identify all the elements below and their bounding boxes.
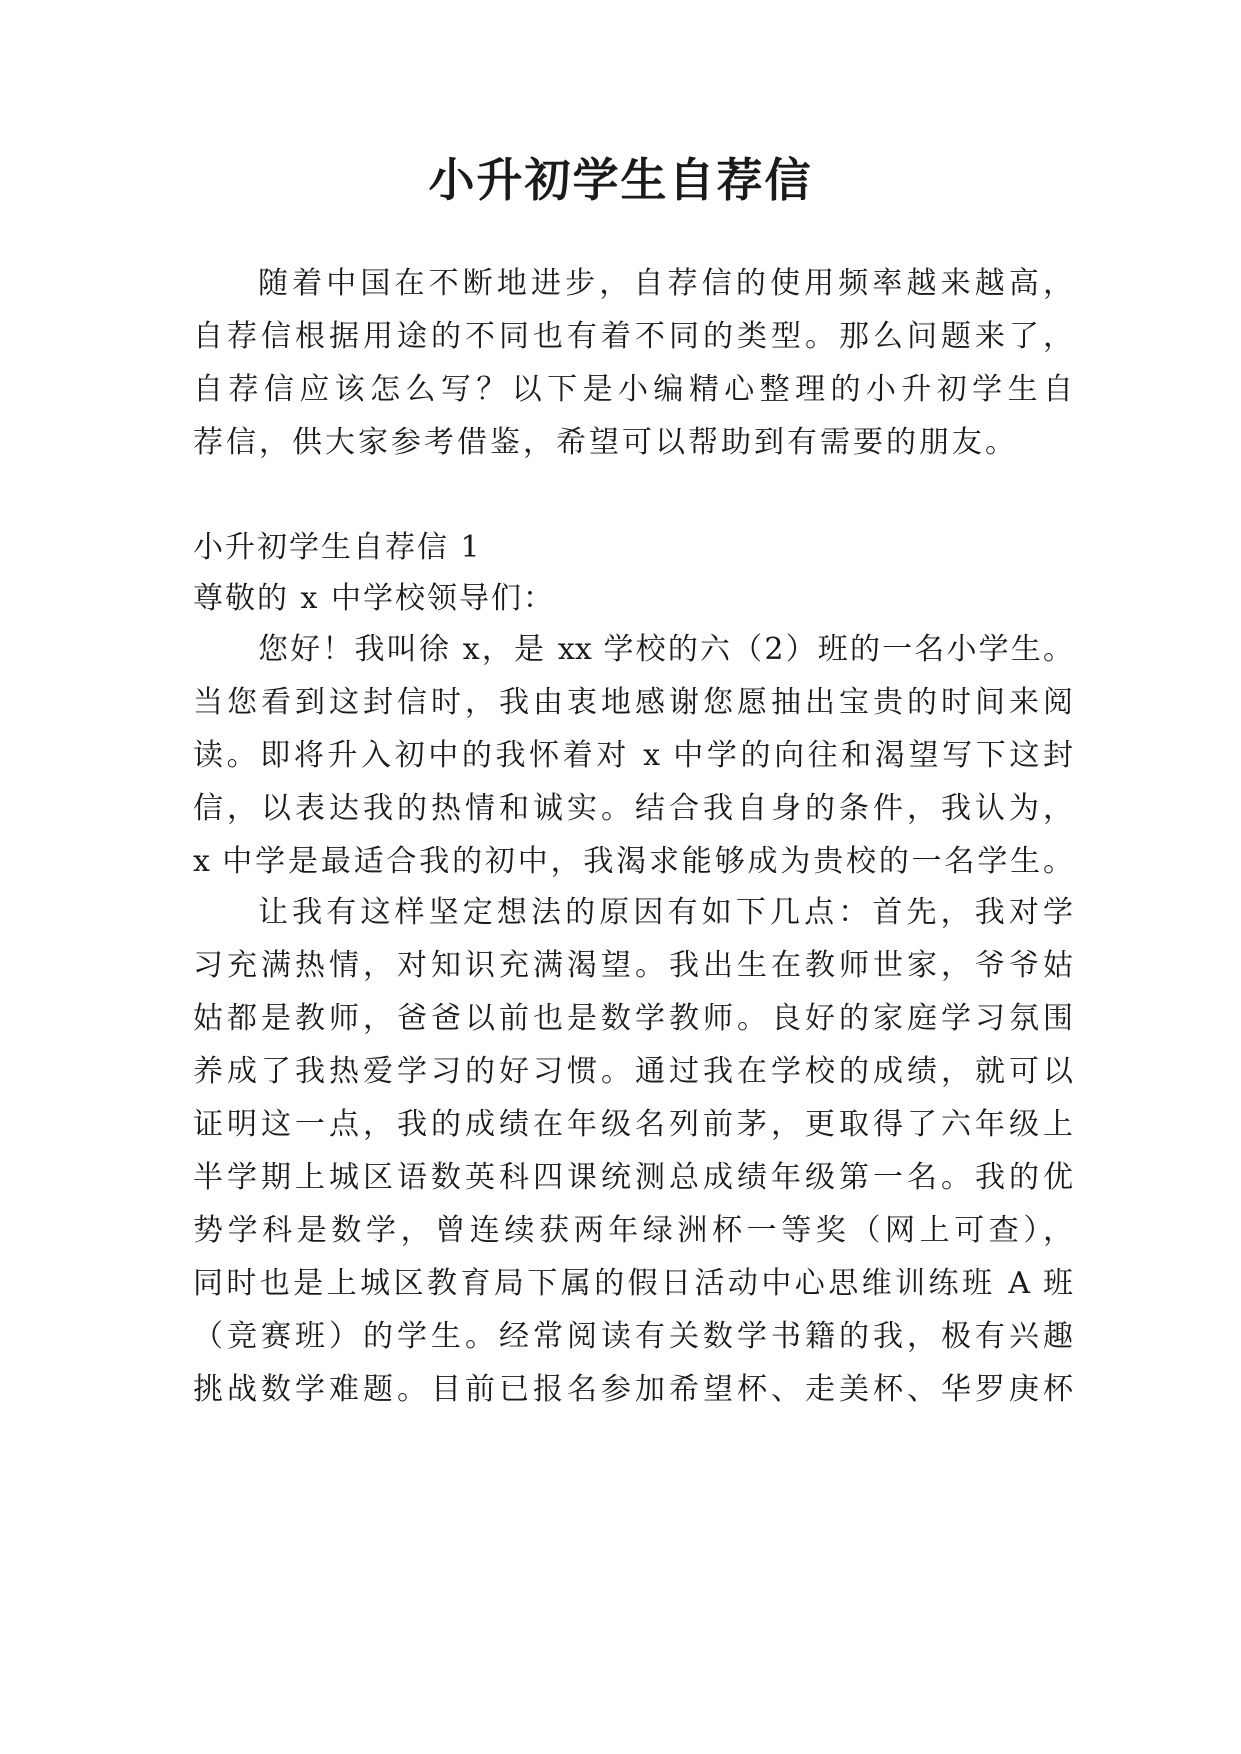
body-line: 信，以表达我的热情和诚实。结合我自身的条件，我认为， [193, 791, 1073, 826]
body-line: 势学科是数学，曾连续获两年绿洲杯一等奖（网上可查）， [193, 1213, 1073, 1248]
section-heading: 小升初学生自荐信 1 [193, 530, 482, 565]
body-line: 同时也是上城区教育局下属的假日活动中心思维训练班 A 班 [193, 1266, 1073, 1301]
body-line: 半学期上城区语数英科四课统测总成绩年级第一名。我的优 [193, 1160, 1073, 1195]
body-line: 姑都是教师，爸爸以前也是数学教师。良好的家庭学习氛围 [193, 1001, 1073, 1036]
salutation: 尊敬的 x 中学校领导们： [193, 581, 555, 616]
body-line: 习充满热情，对知识充满渴望。我出生在教师世家，爷爷姑 [193, 948, 1073, 983]
body-line: x 中学是最适合我的初中，我渴求能够成为贵校的一名学生。 [193, 844, 1073, 879]
body-line: 您好！我叫徐 x，是 xx 学校的六（2）班的一名小学生。 [258, 632, 1073, 667]
body-line: 读。即将升入初中的我怀着对 x 中学的向往和渴望写下这封 [193, 738, 1073, 773]
intro-line: 随着中国在不断地进步，自荐信的使用频率越来越高， [258, 266, 1073, 301]
body-line: 让我有这样坚定想法的原因有如下几点：首先，我对学 [258, 895, 1073, 930]
intro-line: 自荐信根据用途的不同也有着不同的类型。那么问题来了， [193, 319, 1073, 354]
body-line: 养成了我热爱学习的好习惯。通过我在学校的成绩，就可以 [193, 1054, 1073, 1089]
body-line: 当您看到这封信时，我由衷地感谢您愿抽出宝贵的时间来阅 [193, 685, 1073, 720]
body-line: 证明这一点，我的成绩在年级名列前茅，更取得了六年级上 [193, 1107, 1073, 1142]
body-line: 挑战数学难题。目前已报名参加希望杯、走美杯、华罗庚杯 [193, 1372, 1073, 1407]
body-line: （竞赛班）的学生。经常阅读有关数学书籍的我，极有兴趣 [193, 1319, 1073, 1354]
document-title: 小升初学生自荐信 [428, 153, 813, 207]
intro-line: 荐信，供大家参考借鉴，希望可以帮助到有需要的朋友。 [193, 425, 1018, 460]
intro-line: 自荐信应该怎么写？以下是小编精心整理的小升初学生自 [193, 372, 1073, 407]
